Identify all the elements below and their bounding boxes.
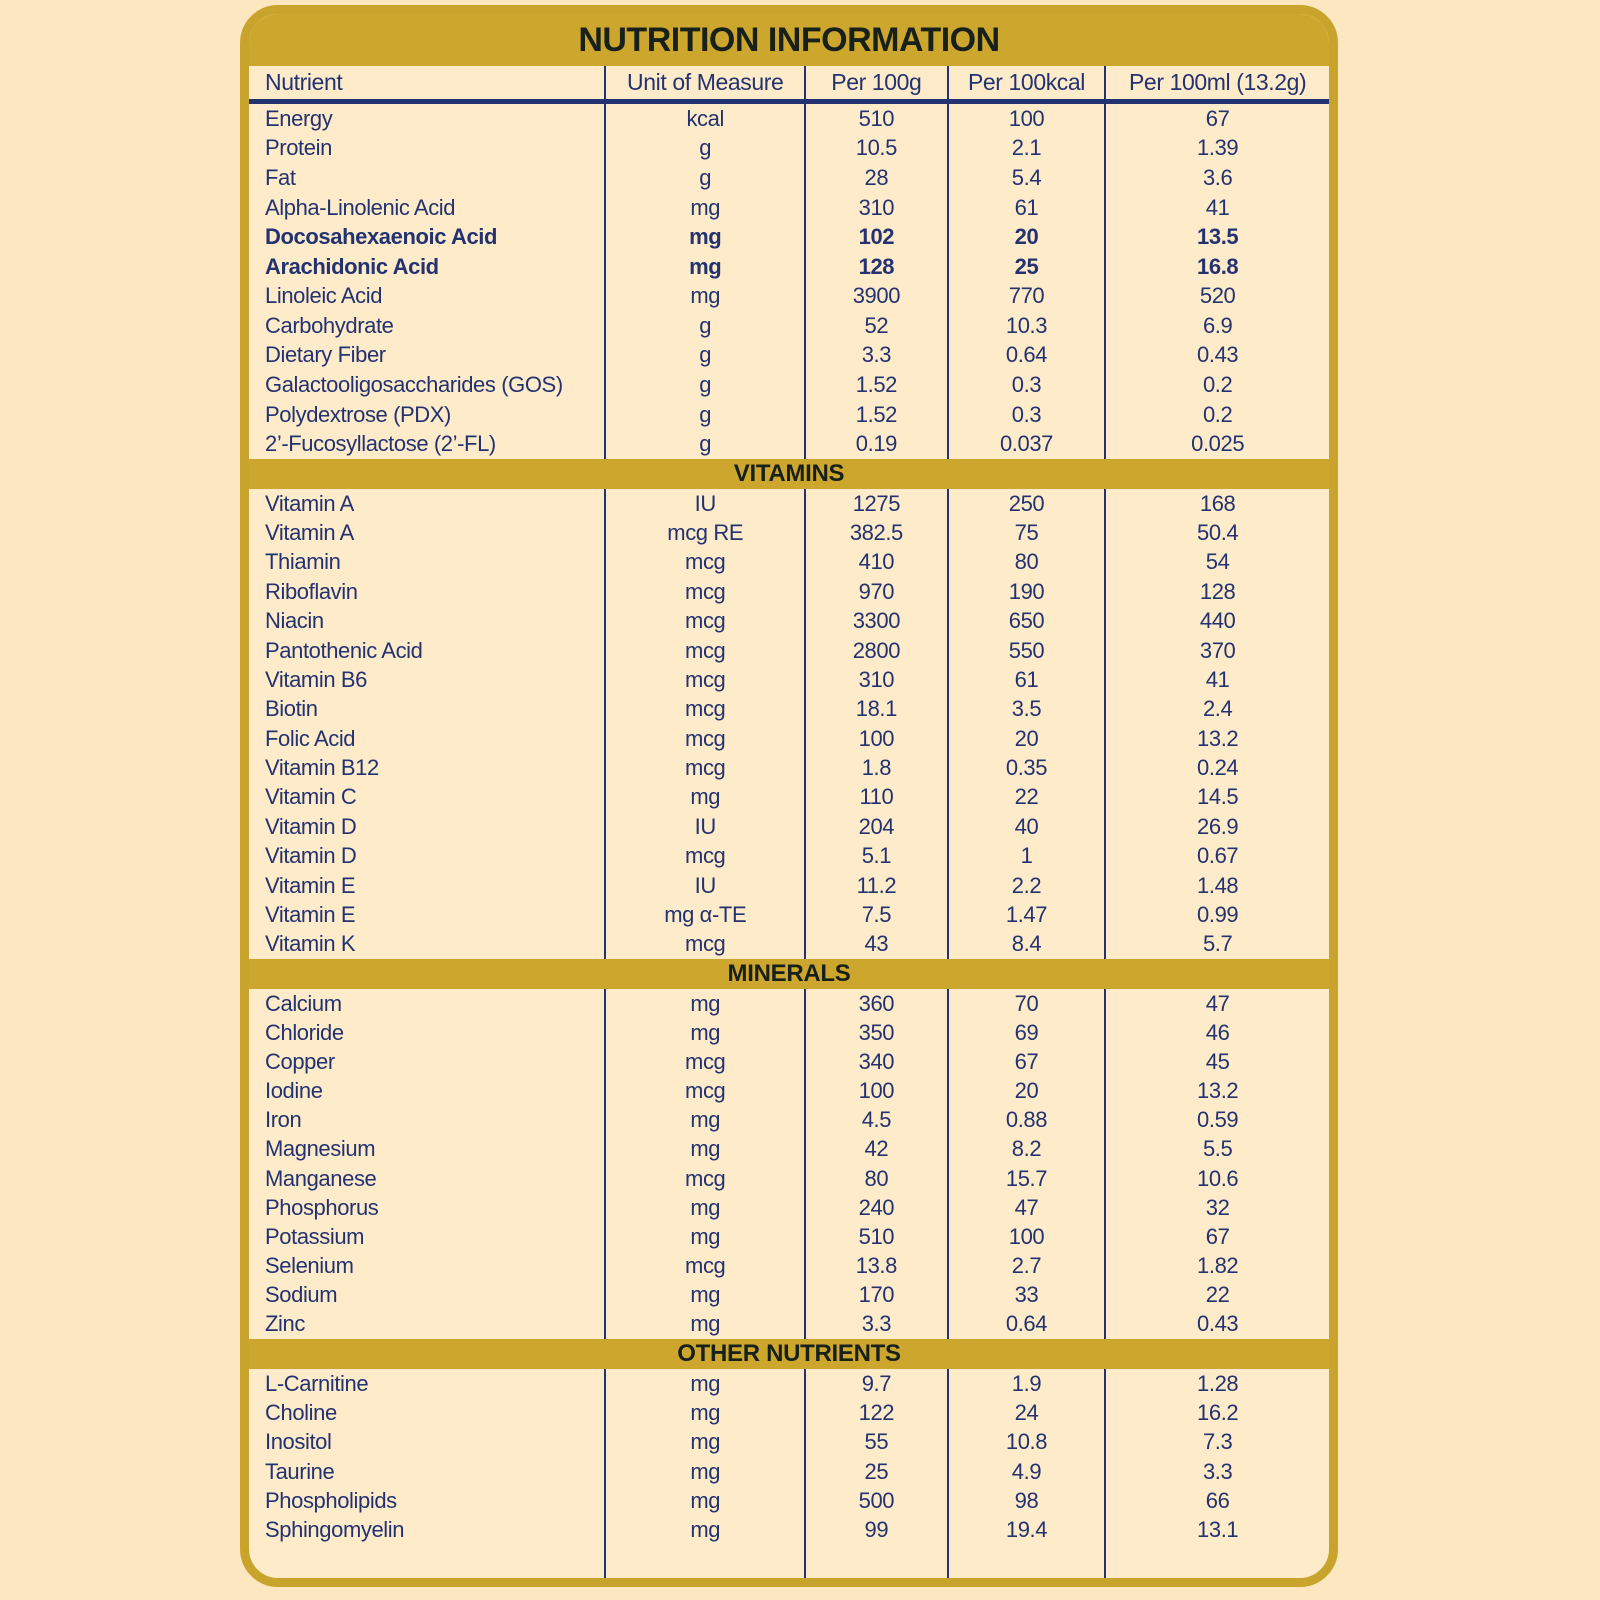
nutrient-value: 67 — [1104, 1222, 1329, 1251]
nutrient-name: Carbohydrate — [265, 312, 394, 338]
table-row — [249, 281, 1329, 311]
table-row — [249, 695, 1329, 724]
nutrient-value: 13.8 — [804, 1252, 947, 1281]
nutrient-value: 20 — [947, 1077, 1105, 1106]
nutrient-name: Protein — [265, 135, 332, 161]
nutrient-value: 22 — [947, 783, 1105, 812]
nutrient-value: 100 — [947, 1222, 1105, 1251]
nutrient-name: Biotin — [265, 696, 318, 722]
nutrient-value: 7.3 — [1104, 1428, 1329, 1457]
nutrient-value: 25 — [947, 252, 1105, 282]
nutrient-value: mg — [604, 1516, 804, 1545]
nutrient-value: IU — [604, 871, 804, 900]
nutrient-value: 0.037 — [947, 429, 1105, 459]
section-header-vitamins: VITAMINS — [249, 459, 1329, 489]
nutrient-value: mg — [604, 222, 804, 252]
nutrient-value: g — [604, 341, 804, 371]
nutrient-value: 0.67 — [1104, 842, 1329, 871]
nutrient-value: 3.6 — [1104, 163, 1329, 193]
table-row — [249, 1193, 1329, 1222]
table-row — [249, 724, 1329, 753]
nutrient-value: 0.3 — [947, 400, 1105, 430]
section-header-other-nutrients: OTHER NUTRIENTS — [249, 1339, 1329, 1369]
nutrient-value: 47 — [1104, 989, 1329, 1018]
nutrient-value: 168 — [1104, 489, 1329, 518]
nutrient-value: 22 — [1104, 1281, 1329, 1310]
nutrition-panel — [240, 5, 1338, 1587]
nutrient-value: 0.43 — [1104, 341, 1329, 371]
nutrient-value: 500 — [804, 1486, 947, 1515]
nutrient-value: 550 — [947, 636, 1105, 665]
panel-title-band — [249, 14, 1329, 66]
nutrient-value: mg — [604, 1457, 804, 1486]
nutrient-value: 128 — [1104, 577, 1329, 606]
table-row — [249, 842, 1329, 871]
table-row — [249, 871, 1329, 900]
nutrient-value: 80 — [947, 548, 1105, 577]
table-row — [249, 1486, 1329, 1515]
table-row — [249, 607, 1329, 636]
nutrient-value: 3900 — [804, 281, 947, 311]
nutrient-value: 382.5 — [804, 518, 947, 547]
nutrient-value: 0.2 — [1104, 370, 1329, 400]
table-row — [249, 1164, 1329, 1193]
nutrient-value: 55 — [804, 1428, 947, 1457]
nutrient-value: 10.6 — [1104, 1164, 1329, 1193]
nutrient-value: 32 — [1104, 1193, 1329, 1222]
nutrient-value: 6.9 — [1104, 311, 1329, 341]
nutrient-value: 0.2 — [1104, 400, 1329, 430]
nutrient-value: 18.1 — [804, 695, 947, 724]
nutrient-value: 0.19 — [804, 429, 947, 459]
nutrient-value: 170 — [804, 1281, 947, 1310]
section-header-minerals: MINERALS — [249, 959, 1329, 989]
nutrient-value: 3.3 — [804, 1310, 947, 1339]
nutrient-value: 350 — [804, 1018, 947, 1047]
nutrient-value: 14.5 — [1104, 783, 1329, 812]
nutrient-value: IU — [604, 812, 804, 841]
nutrient-name: Vitamin C — [265, 784, 357, 810]
nutrient-value: mg — [604, 1428, 804, 1457]
nutrient-value: 2.2 — [947, 871, 1105, 900]
table-row — [249, 900, 1329, 929]
table-row — [249, 104, 1329, 134]
nutrient-value: 69 — [947, 1018, 1105, 1047]
nutrient-value: 510 — [804, 104, 947, 134]
section-rows — [249, 1369, 1329, 1545]
nutrient-value: 10.5 — [804, 134, 947, 164]
nutrient-name: Vitamin B6 — [265, 666, 367, 692]
nutrient-value: mg — [604, 1135, 804, 1164]
nutrient-value: mg — [604, 1486, 804, 1515]
nutrient-name: Magnesium — [265, 1136, 376, 1162]
nutrient-name: Pantothenic Acid — [265, 637, 423, 663]
table-header-row — [249, 66, 1329, 104]
nutrient-value: 61 — [947, 193, 1105, 223]
nutrient-value: 1.39 — [1104, 134, 1329, 164]
nutrient-value: mcg RE — [604, 518, 804, 547]
table-row — [249, 1047, 1329, 1076]
nutrient-value: 122 — [804, 1398, 947, 1427]
nutrient-value: 13.5 — [1104, 222, 1329, 252]
table-row — [249, 1222, 1329, 1251]
nutrient-value: 66 — [1104, 1486, 1329, 1515]
table-row — [249, 753, 1329, 782]
table-row — [249, 1252, 1329, 1281]
nutrient-value: g — [604, 163, 804, 193]
nutrient-value: 54 — [1104, 548, 1329, 577]
nutrient-name: Vitamin A — [265, 520, 354, 546]
section-rows — [249, 489, 1329, 959]
nutrient-name: Niacin — [265, 608, 324, 634]
nutrient-value: 520 — [1104, 281, 1329, 311]
nutrient-value: 0.35 — [947, 753, 1105, 782]
nutrient-value: 100 — [947, 104, 1105, 134]
nutrient-value: 67 — [947, 1047, 1105, 1076]
table-row — [249, 783, 1329, 812]
nutrient-value: 2.4 — [1104, 695, 1329, 724]
nutrient-value: 0.43 — [1104, 1310, 1329, 1339]
nutrient-name: Linoleic Acid — [265, 283, 383, 309]
nutrient-value: 1.82 — [1104, 1252, 1329, 1281]
spacer-cell — [947, 1545, 1105, 1578]
nutrient-name: Manganese — [265, 1165, 377, 1191]
nutrient-value: mcg — [604, 842, 804, 871]
nutrient-name: Choline — [265, 1399, 337, 1425]
nutrient-value: g — [604, 311, 804, 341]
nutrient-value: 204 — [804, 812, 947, 841]
nutrient-name: Potassium — [265, 1223, 365, 1249]
table-row — [249, 577, 1329, 606]
table-row — [249, 1457, 1329, 1486]
nutrient-name: Calcium — [265, 990, 342, 1016]
nutrient-value: mg — [604, 1398, 804, 1427]
nutrient-value: kcal — [604, 104, 804, 134]
nutrient-value: 8.2 — [947, 1135, 1105, 1164]
nutrient-value: 70 — [947, 989, 1105, 1018]
table-row — [249, 311, 1329, 341]
nutrient-value: mg — [604, 1193, 804, 1222]
table-row — [249, 1428, 1329, 1457]
nutrient-name: Vitamin B12 — [265, 755, 379, 781]
nutrient-value: 310 — [804, 665, 947, 694]
table-row — [249, 1369, 1329, 1398]
nutrient-name: Inositol — [265, 1429, 332, 1455]
nutrient-value: mcg — [604, 1252, 804, 1281]
nutrient-value: 26.9 — [1104, 812, 1329, 841]
table-body — [249, 104, 1329, 1545]
nutrient-value: mcg — [604, 695, 804, 724]
table-row — [249, 163, 1329, 193]
nutrient-name: Folic Acid — [265, 725, 356, 751]
nutrient-value: 33 — [947, 1281, 1105, 1310]
nutrient-value: 3.5 — [947, 695, 1105, 724]
nutrient-name: Riboflavin — [265, 578, 358, 604]
table-row — [249, 222, 1329, 252]
nutrient-name: Sodium — [265, 1282, 338, 1308]
nutrient-value: g — [604, 400, 804, 430]
nutrient-name: Chloride — [265, 1019, 344, 1045]
nutrient-name: Vitamin E — [265, 872, 356, 898]
nutrient-name: Fat — [265, 164, 296, 190]
column-header-unit: Unit of Measure — [604, 66, 804, 99]
nutrient-value: 5.5 — [1104, 1135, 1329, 1164]
nutrient-value: g — [604, 429, 804, 459]
nutrient-value: 4.9 — [947, 1457, 1105, 1486]
table-row — [249, 1077, 1329, 1106]
nutrient-value: 2800 — [804, 636, 947, 665]
nutrient-value: 5.7 — [1104, 930, 1329, 959]
nutrient-value: 52 — [804, 311, 947, 341]
nutrient-value: mcg — [604, 577, 804, 606]
nutrient-name: Vitamin K — [265, 931, 356, 957]
nutrient-value: 1.8 — [804, 753, 947, 782]
nutrient-value: 1.52 — [804, 370, 947, 400]
nutrient-value: 102 — [804, 222, 947, 252]
table-row — [249, 1135, 1329, 1164]
table-row — [249, 665, 1329, 694]
table-row — [249, 193, 1329, 223]
nutrient-value: 110 — [804, 783, 947, 812]
spacer-cell — [249, 1545, 604, 1578]
nutrient-name: Alpha-Linolenic Acid — [265, 194, 456, 220]
table-row — [249, 548, 1329, 577]
nutrient-name: 2’-Fucosyllactose (2’-FL) — [265, 431, 496, 457]
nutrient-value: 24 — [947, 1398, 1105, 1427]
table-row — [249, 489, 1329, 518]
nutrient-value: 2.1 — [947, 134, 1105, 164]
nutrient-value: 0.24 — [1104, 753, 1329, 782]
section-rows — [249, 989, 1329, 1339]
nutrient-value: 8.4 — [947, 930, 1105, 959]
nutrient-value: 41 — [1104, 665, 1329, 694]
nutrient-value: 370 — [1104, 636, 1329, 665]
nutrient-value: 510 — [804, 1222, 947, 1251]
nutrient-value: mcg — [604, 548, 804, 577]
nutrient-name: Selenium — [265, 1253, 354, 1279]
nutrient-value: mcg — [604, 636, 804, 665]
nutrient-name: Iron — [265, 1107, 302, 1133]
nutrient-value: mg — [604, 281, 804, 311]
nutrient-value: 41 — [1104, 193, 1329, 223]
nutrient-value: 25 — [804, 1457, 947, 1486]
nutrient-value: 80 — [804, 1164, 947, 1193]
nutrient-value: mcg — [604, 753, 804, 782]
nutrient-value: 0.3 — [947, 370, 1105, 400]
nutrient-name: Docosahexaenoic Acid — [265, 224, 498, 250]
nutrient-name: Phosphorus — [265, 1194, 379, 1220]
nutrient-value: g — [604, 370, 804, 400]
spacer-cell — [804, 1545, 947, 1578]
nutrient-value: 0.025 — [1104, 429, 1329, 459]
nutrient-value: mg — [604, 1310, 804, 1339]
bottom-spacer — [249, 1545, 1329, 1578]
nutrient-value: 0.64 — [947, 341, 1105, 371]
nutrient-name: Galactooligosaccharides (GOS) — [265, 371, 563, 397]
nutrient-value: 240 — [804, 1193, 947, 1222]
nutrient-value: mcg — [604, 1077, 804, 1106]
table-row — [249, 400, 1329, 430]
nutrient-value: 310 — [804, 193, 947, 223]
nutrient-value: mg — [604, 1106, 804, 1135]
nutrient-value: 1 — [947, 842, 1105, 871]
section-rows — [249, 104, 1329, 459]
nutrient-value: 3.3 — [1104, 1457, 1329, 1486]
nutrient-value: mcg — [604, 1164, 804, 1193]
nutrient-value: mg — [604, 193, 804, 223]
column-header-nutrient: Nutrient — [265, 69, 343, 95]
table-row — [249, 1310, 1329, 1339]
nutrient-value: 1.52 — [804, 400, 947, 430]
nutrient-name: Vitamin D — [265, 843, 357, 869]
spacer-cell — [604, 1545, 804, 1578]
nutrient-value: 190 — [947, 577, 1105, 606]
nutrient-name: Dietary Fiber — [265, 342, 386, 368]
nutrient-value: 20 — [947, 222, 1105, 252]
nutrient-value: 1.48 — [1104, 871, 1329, 900]
nutrient-name: Thiamin — [265, 549, 341, 575]
nutrient-value: 50.4 — [1104, 518, 1329, 547]
nutrient-value: mcg — [604, 607, 804, 636]
nutrient-name: Copper — [265, 1048, 335, 1074]
nutrient-value: mg α-TE — [604, 900, 804, 929]
nutrient-name: Zinc — [265, 1311, 305, 1337]
nutrient-value: 4.5 — [804, 1106, 947, 1135]
nutrient-value: 16.8 — [1104, 252, 1329, 282]
nutrient-value: g — [604, 134, 804, 164]
nutrient-name: Arachidonic Acid — [265, 253, 439, 279]
table-row — [249, 812, 1329, 841]
nutrient-value: 770 — [947, 281, 1105, 311]
nutrient-name: Polydextrose (PDX) — [265, 401, 451, 427]
nutrient-name: Vitamin A — [265, 490, 354, 516]
nutrient-value: 7.5 — [804, 900, 947, 929]
nutrient-value: 75 — [947, 518, 1105, 547]
nutrient-value: 1.9 — [947, 1369, 1105, 1398]
nutrient-value: 10.8 — [947, 1428, 1105, 1457]
nutrient-value: 67 — [1104, 104, 1329, 134]
nutrient-value: 1.28 — [1104, 1369, 1329, 1398]
table-row — [249, 1281, 1329, 1310]
nutrient-value: mg — [604, 783, 804, 812]
nutrient-name: Vitamin D — [265, 813, 357, 839]
nutrient-value: 650 — [947, 607, 1105, 636]
table-row — [249, 1018, 1329, 1047]
nutrient-value: 2.7 — [947, 1252, 1105, 1281]
table-row — [249, 1106, 1329, 1135]
nutrient-value: 98 — [947, 1486, 1105, 1515]
nutrient-value: 5.4 — [947, 163, 1105, 193]
nutrient-value: 40 — [947, 812, 1105, 841]
column-header-per100kcal: Per 100kcal — [947, 66, 1105, 99]
panel-title: NUTRITION INFORMATION — [578, 20, 1000, 59]
nutrient-value: mg — [604, 1018, 804, 1047]
nutrient-value: 19.4 — [947, 1516, 1105, 1545]
nutrient-value: mcg — [604, 724, 804, 753]
nutrient-value: 15.7 — [947, 1164, 1105, 1193]
table-row — [249, 370, 1329, 400]
nutrient-value: 0.64 — [947, 1310, 1105, 1339]
table-row — [249, 1398, 1329, 1427]
nutrient-value: 250 — [947, 489, 1105, 518]
nutrient-value: mg — [604, 1281, 804, 1310]
nutrient-value: 440 — [1104, 607, 1329, 636]
nutrient-value: 100 — [804, 724, 947, 753]
nutrient-name: L-Carnitine — [265, 1370, 369, 1396]
table-row — [249, 341, 1329, 371]
nutrient-value: mg — [604, 252, 804, 282]
nutrient-value: 10.3 — [947, 311, 1105, 341]
table-row — [249, 1516, 1329, 1545]
nutrient-value: mcg — [604, 665, 804, 694]
nutrient-value: 340 — [804, 1047, 947, 1076]
table-row — [249, 636, 1329, 665]
nutrient-name: Energy — [265, 105, 333, 131]
nutrient-value: 43 — [804, 930, 947, 959]
nutrient-value: 47 — [947, 1193, 1105, 1222]
table-row — [249, 518, 1329, 547]
nutrient-value: 1.47 — [947, 900, 1105, 929]
nutrient-name: Taurine — [265, 1458, 335, 1484]
nutrient-value: 13.2 — [1104, 724, 1329, 753]
nutrient-value: 16.2 — [1104, 1398, 1329, 1427]
table-row — [249, 252, 1329, 282]
nutrient-value: mg — [604, 1222, 804, 1251]
nutrient-name: Sphingomyelin — [265, 1517, 405, 1543]
nutrient-value: 13.1 — [1104, 1516, 1329, 1545]
table-row — [249, 930, 1329, 959]
nutrient-value: 20 — [947, 724, 1105, 753]
nutrient-value: 0.88 — [947, 1106, 1105, 1135]
nutrient-value: 61 — [947, 665, 1105, 694]
nutrient-value: mg — [604, 989, 804, 1018]
table-row — [249, 429, 1329, 459]
nutrient-value: 410 — [804, 548, 947, 577]
nutrient-value: 46 — [1104, 1018, 1329, 1047]
nutrient-value: mcg — [604, 930, 804, 959]
nutrient-value: 42 — [804, 1135, 947, 1164]
nutrient-value: 3.3 — [804, 341, 947, 371]
nutrient-value: mg — [604, 1369, 804, 1398]
spacer-cell — [1104, 1545, 1329, 1578]
nutrient-value: 45 — [1104, 1047, 1329, 1076]
nutrient-value: 0.59 — [1104, 1106, 1329, 1135]
nutrient-value: 0.99 — [1104, 900, 1329, 929]
nutrient-name: Iodine — [265, 1078, 323, 1104]
nutrient-value: 128 — [804, 252, 947, 282]
nutrient-value: 100 — [804, 1077, 947, 1106]
nutrient-value: IU — [604, 489, 804, 518]
nutrient-value: 5.1 — [804, 842, 947, 871]
nutrient-value: 970 — [804, 577, 947, 606]
nutrient-value: 1275 — [804, 489, 947, 518]
nutrient-name: Vitamin E — [265, 901, 356, 927]
table-row — [249, 989, 1329, 1018]
column-header-per100ml: Per 100ml (13.2g) — [1104, 66, 1329, 99]
column-header-per100g: Per 100g — [804, 66, 947, 99]
nutrient-value: mcg — [604, 1047, 804, 1076]
nutrient-value: 99 — [804, 1516, 947, 1545]
nutrient-value: 28 — [804, 163, 947, 193]
nutrient-value: 13.2 — [1104, 1077, 1329, 1106]
nutrient-name: Phospholipids — [265, 1487, 397, 1513]
nutrient-value: 9.7 — [804, 1369, 947, 1398]
table-row — [249, 134, 1329, 164]
nutrient-value: 3300 — [804, 607, 947, 636]
nutrient-value: 360 — [804, 989, 947, 1018]
nutrient-value: 11.2 — [804, 871, 947, 900]
